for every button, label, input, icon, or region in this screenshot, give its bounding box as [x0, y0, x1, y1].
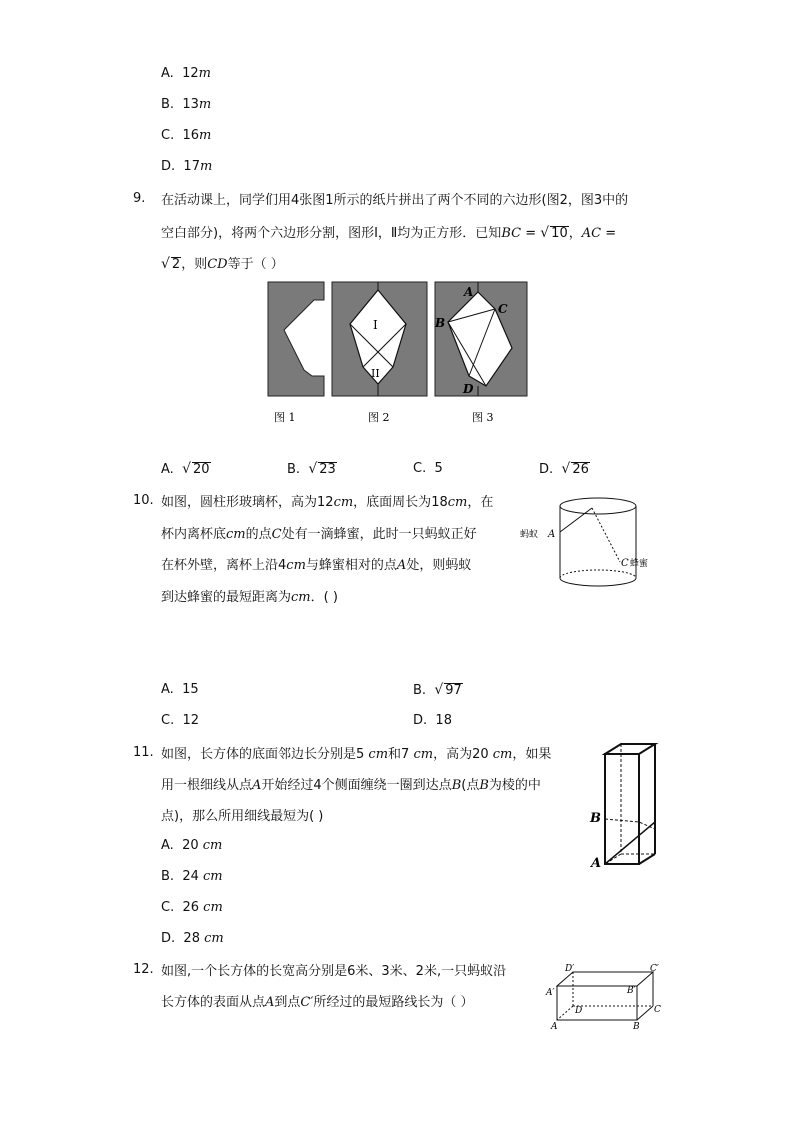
- ant-path-dashed: [592, 508, 620, 562]
- label-C1: C′: [650, 964, 659, 974]
- q11-line-3: 点)，那么所用细线最短为( ): [161, 809, 324, 824]
- q12-line-1: 如图,一个长方体的长宽高分别是6米、3米、2米,一只蚂蚁沿: [161, 964, 507, 979]
- q12-figure: [545, 962, 665, 1032]
- box-front: [557, 986, 637, 1020]
- q10-line-1: 如图，圆柱形玻璃杯，高为12cm，底面周长为18cm，在: [161, 495, 494, 510]
- q9-option-a: A. √ 20: [161, 461, 210, 477]
- q9-option-b: B. √ 23: [287, 461, 336, 477]
- cylinder-bottom-back: [560, 570, 636, 578]
- q10-option-b: B. √ 97: [413, 682, 462, 698]
- q9-option-d: D. √ 26: [539, 461, 589, 477]
- cylinder-top: [560, 498, 636, 514]
- fig3-caption: 图 3: [472, 411, 494, 424]
- fig3-label-D: D: [463, 382, 474, 396]
- label-D1: D′: [565, 964, 575, 974]
- q8-option-c: C. 16m: [161, 128, 212, 143]
- fig2-label-II: II: [371, 367, 380, 380]
- q11-option-d: D. 28 cm: [161, 931, 224, 946]
- q9-number: 9.: [133, 191, 146, 206]
- q11-line-1: 如图，长方体的底面邻边长分别是5 cm和7 cm，高为20 cm，如果: [161, 747, 552, 762]
- q8-option-b: B. 13m: [161, 97, 212, 112]
- q10-line-3: 在杯外壁，离杯上沿4cm与蜂蜜相对的点A处，则蚂蚁: [161, 558, 472, 573]
- label-B1: B′: [627, 986, 636, 996]
- q11-option-b: B. 24 cm: [161, 869, 223, 884]
- q10-option-a: A. 15: [161, 682, 199, 697]
- point-A-label: A: [548, 529, 556, 540]
- label-A: A: [551, 1022, 558, 1032]
- q12-number: 12.: [133, 962, 154, 977]
- q9-line-3: √ 2，则CD等于（ ）: [161, 256, 284, 272]
- q9-option-c: C. 5: [413, 461, 443, 476]
- q10-number: 10.: [133, 493, 154, 508]
- q11-line-2: 用一根细线从点A开始经过4个侧面缠绕一圈到达点B(点B为棱的中: [161, 778, 541, 793]
- fig3-label-C: C: [498, 302, 508, 316]
- label-A1: A′: [546, 988, 555, 998]
- point-A-label: A: [591, 856, 602, 871]
- label-B: B: [633, 1022, 640, 1032]
- q8-option-a: A. 12m: [161, 66, 211, 81]
- point-B-label: B: [590, 811, 601, 826]
- fig2-label-I: I: [373, 318, 378, 332]
- q9-line-2: 空白部分)，将两个六边形分割，图形Ⅰ，Ⅱ均为正方形．已知BC = √ 10，AC =: [161, 225, 617, 241]
- fig3-label-B: B: [435, 316, 446, 330]
- fig2-caption: 图 2: [368, 411, 390, 424]
- q9-line-1: 在活动课上，同学们用4张图1所示的纸片拼出了两个不同的六边形(图2，图3中的: [161, 193, 629, 208]
- q10-option-d: D. 18: [413, 713, 452, 728]
- label-D: D: [575, 1006, 583, 1016]
- fig1-caption: 图 1: [274, 411, 296, 424]
- fig1-paper: [268, 282, 324, 396]
- q8-option-d: D. 17m: [161, 159, 213, 174]
- q12-line-2: 长方体的表面从点A到点C′所经过的最短路线长为（ ）: [161, 995, 474, 1010]
- ant-path-solid: [560, 508, 592, 532]
- q11-option-c: C. 26 cm: [161, 900, 223, 915]
- ant-label: 蚂蚁: [520, 530, 539, 540]
- q10-option-c: C. 12: [161, 713, 200, 728]
- box-front-face: [605, 754, 639, 864]
- q10-figure: [518, 494, 658, 594]
- cylinder-bottom-front: [560, 578, 636, 586]
- q11-option-a: A. 20 cm: [161, 838, 223, 853]
- q10-line-2: 杯内离杯底cm的点C处有一滴蜂蜜，此时一只蚂蚁正好: [161, 527, 477, 542]
- q10-line-4: 到达蜂蜜的最短距离为cm．( ): [161, 590, 338, 605]
- q11-figure: [585, 742, 665, 872]
- q11-number: 11.: [133, 745, 154, 760]
- point-C-label: C: [621, 558, 629, 569]
- fig3-label-A: A: [464, 285, 474, 299]
- honey-label: 蜂蜜: [630, 559, 649, 569]
- label-C: C: [654, 1005, 661, 1015]
- q9-figure: [262, 278, 532, 428]
